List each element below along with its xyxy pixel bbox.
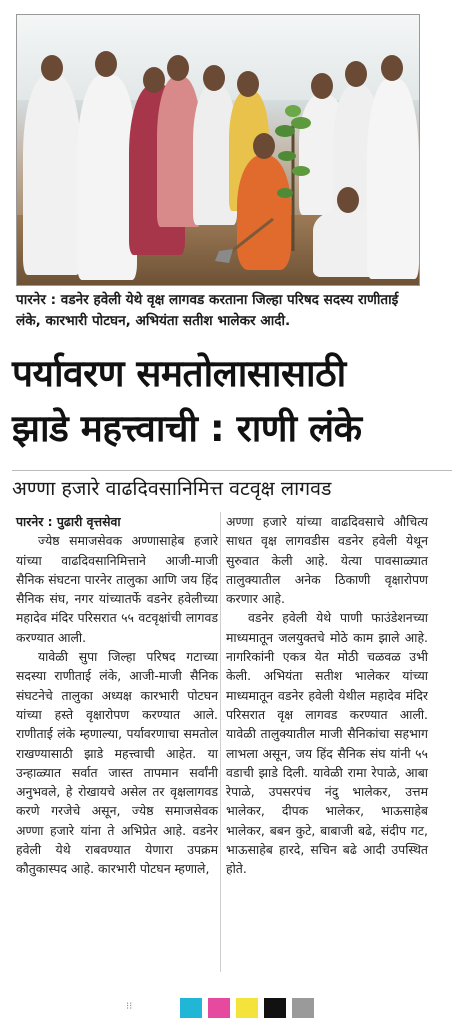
column-divider: [220, 512, 221, 972]
photo-head: [95, 51, 117, 77]
photo-head: [41, 55, 63, 81]
headline: [12, 346, 452, 456]
magenta-swatch: [208, 998, 230, 1018]
photo-head: [203, 65, 225, 91]
photo-head: [237, 71, 259, 97]
paragraph: अण्णा हजारे यांच्या वाढदिवसाचे औचित्य साधत वृक्ष लागवडीस वडनेर हवेली येथून सुरुवात केली आहे. येत्या पावसाळ्यात तालुक्यातील अनेक ठिकाणी वृक्षारोपण करणार आहे.: [226, 514, 428, 607]
subheadline: अण्णा हजारे वाढदिवसानिमित्त वटवृक्ष लागवड: [12, 470, 452, 501]
photo-head: [253, 133, 275, 159]
black-swatch: [264, 998, 286, 1018]
dateline: पारनेर : पुढारी वृत्तसेवा: [16, 514, 121, 529]
paragraph: वडनेर हवेली येथे पाणी फाउंडेशनच्या माध्यमातून जलयुक्तचे मोठे काम झाले आहे. नागरिकांनी एकत्र येत मोठी चळवळ उभी केली. अभियंता सतीश भालेकर यांच्या माध्यमातून वडनेर हवेली येथील महादेव मंदिर परिसरात वृक्ष लागवड करण्यात आली. यावेळी तालुक्यातील माजी सैनिकांचा सहभाग लाभला असून, जय हिंद सैनिक संघ यांनी ५५ वडाची झाडे दिली. यावेळी रामा रेपाळे, आबा रेपाळे, उपसरपंच नंदु भालेकर, उत्तम भालेकर, दीपक भालेकर, भाऊसाहेब भालेकर, बबन कुटे, बाबाजी बढे, संदीप गट, भाऊसाहेब हारदे, सचिन बढे आदी उपस्थित होते.: [226, 610, 428, 877]
photo-caption: पारनेर : वडनेर हवेली येथे वृक्ष लागवड करताना जिल्हा परिषद सदस्य राणीताई लंके, कारभारी पोटघन, अभियंता सतीश भालेकर आदी.: [16, 292, 399, 329]
article-column-right: [226, 512, 428, 879]
photo-person: [23, 75, 81, 275]
gray-swatch: [292, 998, 314, 1018]
article-column-left: [16, 512, 218, 879]
photo-person: [77, 75, 137, 280]
news-photo: [16, 14, 420, 286]
photo-head: [143, 67, 165, 93]
paragraph: ज्येष्ठ समाजसेवक अण्णासाहेब हजारे यांच्या वाढदिवसानिमित्ताने आजी-माजी सैनिक संघटना पारनेर तालुका आणि जय हिंद सैनिक संघ, नगर यांच्यातर्फे वडनेर हवेलीच्या महादेव मंदिर परिसरात ५५ वटवृक्षांची लागवड करण्यात आली.: [16, 533, 218, 645]
registration-mark-icon: ⁝⁝: [126, 1001, 133, 1012]
photo-head: [381, 55, 403, 81]
paragraph: यावेळी सुपा जिल्हा परिषद गटाच्या सदस्या राणीताई लंके, आजी-माजी सैनिक संघटनेचे तालुका अध्यक्ष कारभारी पोटघन यांच्या हस्ते वृक्षारोपण करण्यात आले. राणीताई लंके म्हणाल्या, पर्यावरणाचा समतोल राखण्यासाठी झाडे महत्त्वाची आहेत. या उन्हाळ्यात सर्वात जास्त तापमान सर्वांनी अनुभवले, हे रोखायचे असेल तर वृक्षलागवड करणे गरजेचे असून, ज्येष्ठ समाजसेवक अण्णा हजारे यांना ते अभिप्रेत आहे. वडनेर हवेली येथे राबवण्यात येणारा उपक्रम कौतुकास्पद आहे. कारभारी पोटघन म्हणाले,: [16, 649, 218, 877]
photo-head: [311, 73, 333, 99]
cyan-swatch: [180, 998, 202, 1018]
photo-head: [345, 61, 367, 87]
photo-person: [367, 79, 419, 279]
headline-line-2: झाडे महत्त्वाची : राणी लंके: [12, 407, 362, 450]
photo-head: [337, 187, 359, 213]
shovel-icon: [213, 215, 283, 265]
yellow-swatch: [236, 998, 258, 1018]
headline-line-1: पर्यावरण समतोलासासाठी: [12, 352, 346, 395]
photo-head: [167, 55, 189, 81]
